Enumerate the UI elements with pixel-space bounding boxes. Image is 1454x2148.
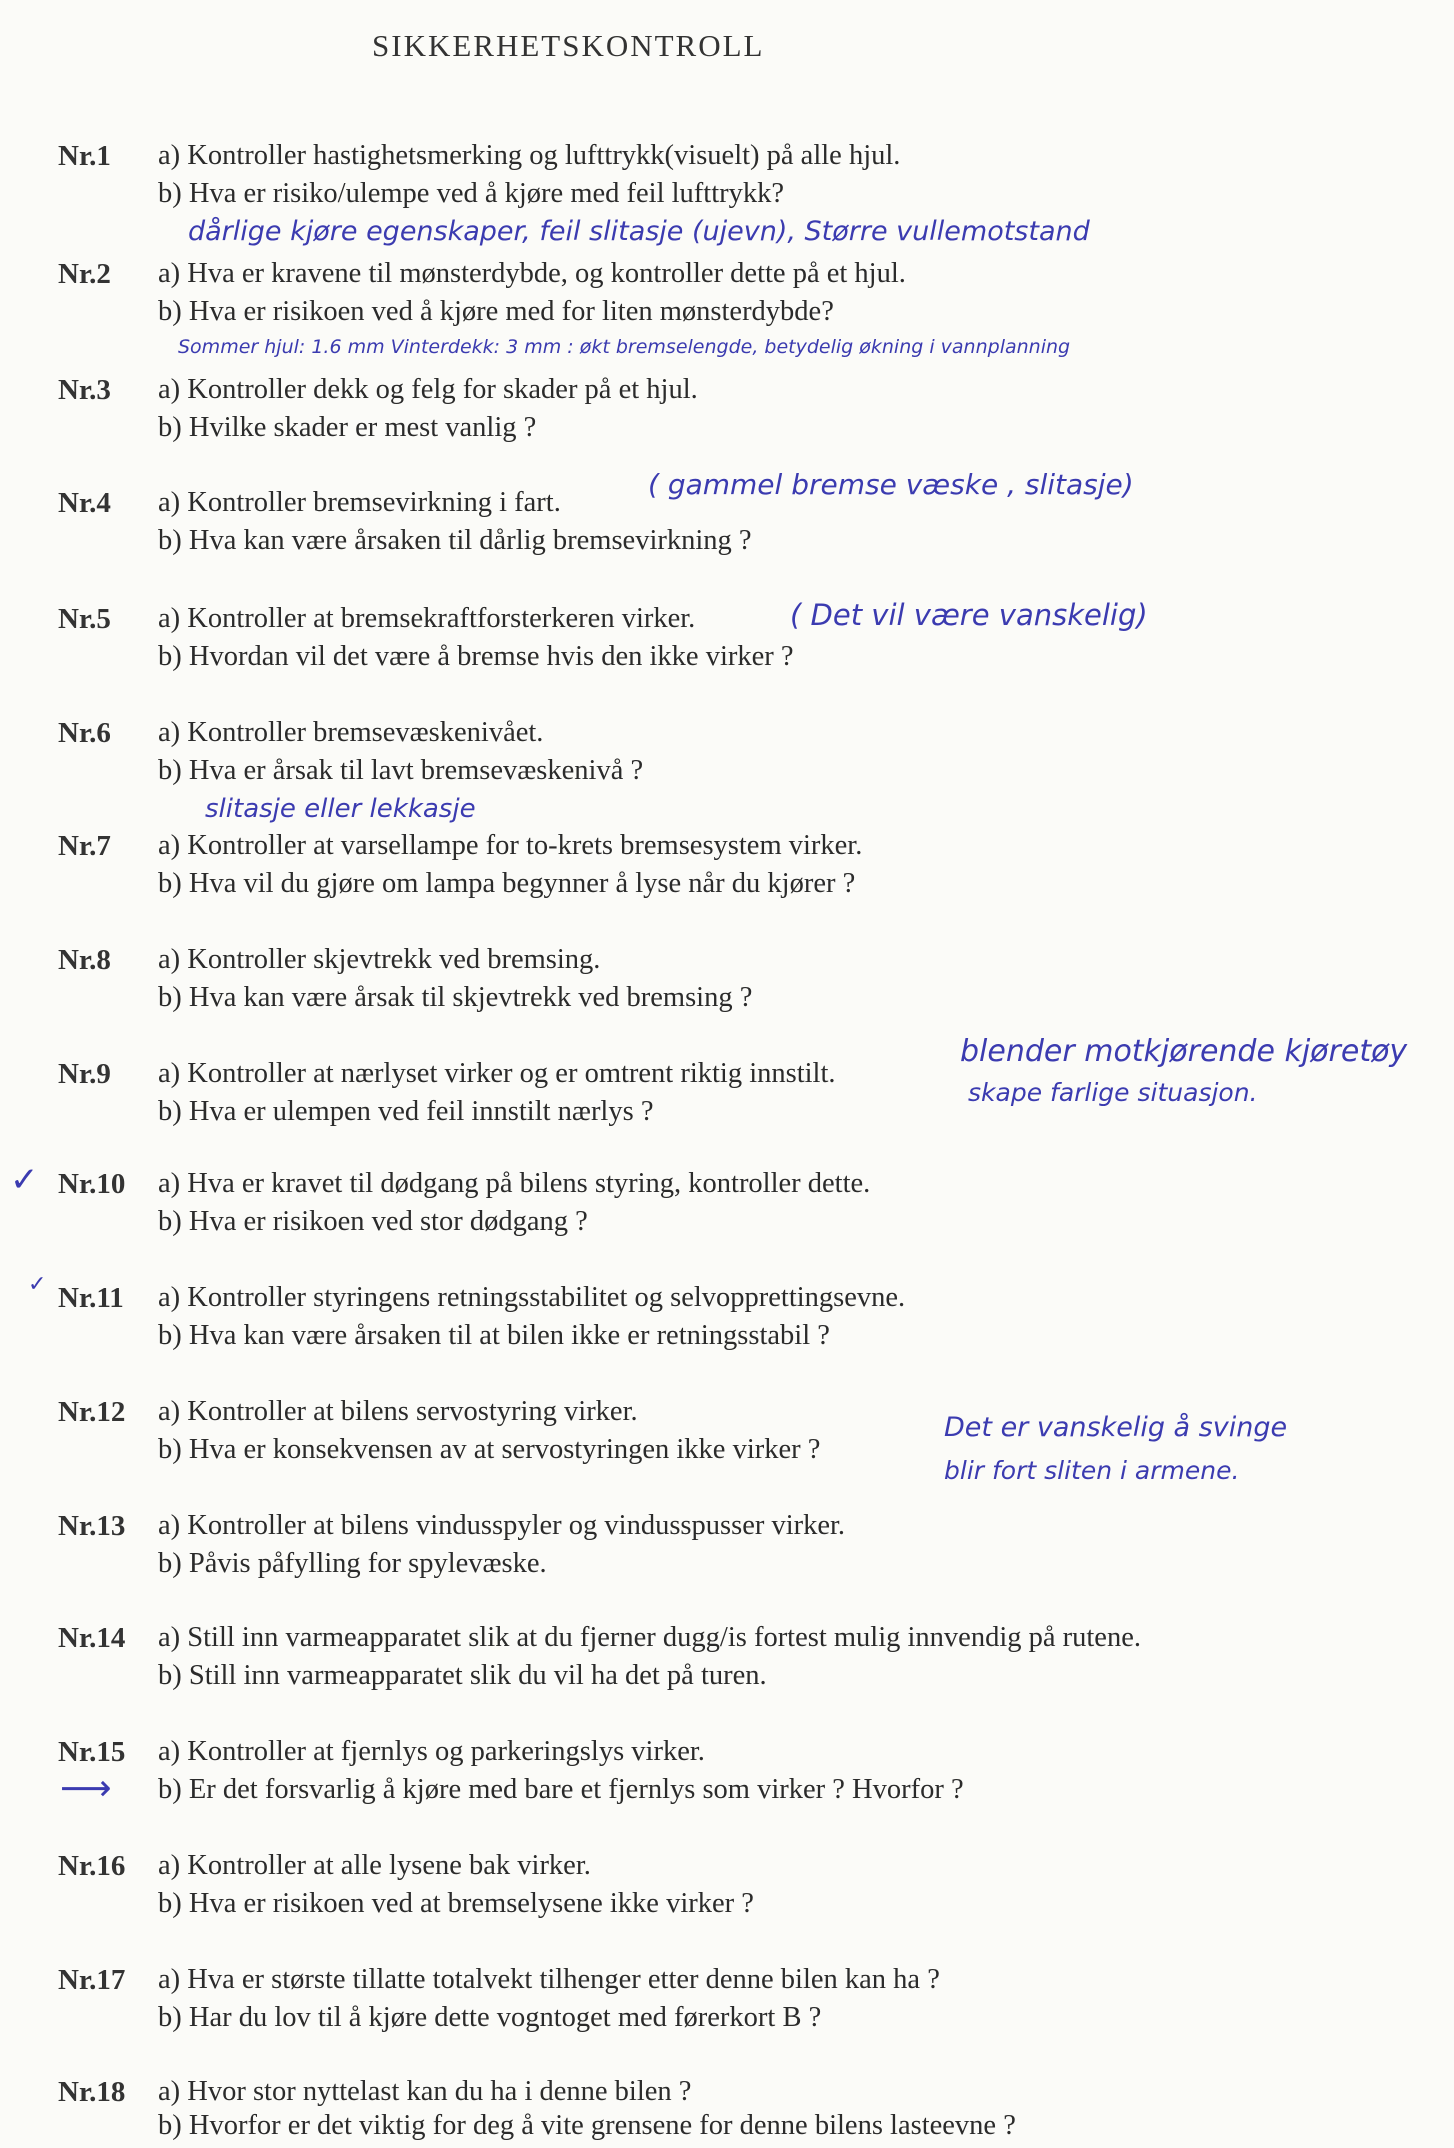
question-number: Nr.16: [58, 1850, 126, 1882]
handwritten-answer-6: slitasje eller lekkasje: [205, 794, 476, 824]
question-number: Nr.2: [58, 258, 111, 290]
question-a: a) Kontroller at varsellampe for to-krets bremsesystem virker.: [158, 830, 863, 861]
question-b: b) Hva er konsekvensen av at servostyringen ikke virker ?: [158, 1434, 821, 1465]
question-b: b) Hvilke skader er mest vanlig ?: [158, 412, 537, 443]
question-b: b) Hva er risikoen ved å kjøre med for liten mønsterdybde?: [158, 296, 834, 327]
handwritten-answer-12b: blir fort sliten i armene.: [944, 1456, 1240, 1485]
question-item-15: [0, 1736, 1454, 1836]
question-item-10: [0, 1168, 1454, 1268]
question-b: b) Hvorfor er det viktig for deg å vite grensene for denne bilens lasteevne ?: [158, 2110, 1016, 2141]
question-number: Nr.8: [58, 944, 111, 976]
question-item-11: [0, 1282, 1454, 1382]
question-item-17: [0, 1964, 1454, 2064]
question-item-14: [0, 1622, 1454, 1722]
question-number: Nr.9: [58, 1058, 111, 1090]
question-number: Nr.13: [58, 1510, 126, 1542]
question-a: a) Still inn varmeapparatet slik at du fjerner dugg/is fortest mulig innvendig på rutene.: [158, 1622, 1141, 1653]
handwritten-answer-12a: Det er vanskelig å svinge: [944, 1412, 1288, 1443]
question-number: Nr.11: [58, 1282, 124, 1314]
question-a: a) Kontroller at bremsekraftforsterkeren virker.: [158, 603, 696, 634]
question-a: a) Kontroller at bilens servostyring virker.: [158, 1396, 638, 1427]
checkmark-icon: ✓: [28, 1272, 47, 1297]
question-a: a) Hvor stor nyttelast kan du ha i denne bilen ?: [158, 2076, 692, 2107]
handwritten-answer-5: ( Det vil være vanskelig): [790, 598, 1148, 632]
question-item-8: [0, 944, 1454, 1044]
question-item-3: [0, 374, 1454, 474]
question-b: b) Still inn varmeapparatet slik du vil ha det på turen.: [158, 1660, 767, 1691]
question-b: b) Har du lov til å kjøre dette vogntoget med førerkort B ?: [158, 2002, 822, 2033]
question-a: a) Kontroller bremsevirkning i fart.: [158, 487, 561, 518]
question-item-16: [0, 1850, 1454, 1950]
question-b: b) Hva kan være årsaken til dårlig bremsevirkning ?: [158, 525, 752, 556]
question-b: b) Er det forsvarlig å kjøre med bare et fjernlys som virker ? Hvorfor ?: [158, 1774, 964, 1805]
question-b: b) Hva vil du gjøre om lampa begynner å lyse når du kjører ?: [158, 868, 856, 899]
question-b: b) Hva er risikoen ved stor dødgang ?: [158, 1206, 588, 1237]
question-a: a) Kontroller hastighetsmerking og lufttrykk(visuelt) på alle hjul.: [158, 140, 901, 171]
question-a: a) Kontroller styringens retningsstabilitet og selvopprettingsevne.: [158, 1282, 906, 1313]
question-b: b) Hva kan være årsak til skjevtrekk ved bremsing ?: [158, 982, 753, 1013]
question-number: Nr.6: [58, 717, 111, 749]
question-number: Nr.18: [58, 2076, 126, 2108]
question-number: Nr.15: [58, 1736, 126, 1768]
handwritten-answer-9a: blender motkjørende kjøretøy: [960, 1034, 1408, 1069]
question-a: a) Kontroller skjevtrekk ved bremsing.: [158, 944, 601, 975]
question-number: Nr.5: [58, 603, 111, 635]
handwritten-answer-1: dårlige kjøre egenskaper, feil slitasje (ujevn), Større vullemotstand: [188, 216, 1090, 247]
question-item-7: [0, 830, 1454, 930]
question-number: Nr.12: [58, 1396, 126, 1428]
question-b: b) Påvis påfylling for spylevæske.: [158, 1548, 547, 1579]
question-number: Nr.3: [58, 374, 111, 406]
question-number: Nr.17: [58, 1964, 126, 1996]
handwritten-answer-9b: skape farlige situasjon.: [968, 1078, 1258, 1107]
question-a: a) Kontroller at alle lysene bak virker.: [158, 1850, 591, 1881]
question-number: Nr.7: [58, 830, 111, 862]
question-a: a) Kontroller at fjernlys og parkeringslys virker.: [158, 1736, 705, 1767]
question-item-9: [0, 1058, 1454, 1158]
question-number: Nr.14: [58, 1622, 126, 1654]
question-item-5: [0, 603, 1454, 703]
page-title: SIKKERHETSKONTROLL: [372, 28, 765, 63]
handwritten-answer-4: ( gammel bremse væske , slitasje): [648, 468, 1134, 501]
question-b: b) Hva er risikoen ved at bremselysene ikke virker ?: [158, 1888, 754, 1919]
question-a: a) Kontroller bremsevæskenivået.: [158, 717, 544, 748]
question-a: a) Hva er kravet til dødgang på bilens styring, kontroller dette.: [158, 1168, 871, 1199]
arrow-icon: ⟶: [60, 1768, 112, 1809]
question-item-13: [0, 1510, 1454, 1610]
checkmark-icon: ✓: [10, 1160, 39, 1200]
question-b: b) Hva er årsak til lavt bremsevæskenivå ?: [158, 755, 644, 786]
question-b: b) Hva er ulempen ved feil innstilt nærlys ?: [158, 1096, 654, 1127]
question-number: Nr.1: [58, 140, 111, 172]
question-a: a) Kontroller at nærlyset virker og er omtrent riktig innstilt.: [158, 1058, 836, 1089]
question-a: a) Kontroller dekk og felg for skader på et hjul.: [158, 374, 698, 405]
question-number: Nr.4: [58, 487, 111, 519]
question-b: b) Hvordan vil det være å bremse hvis den ikke virker ?: [158, 641, 794, 672]
question-item-4: [0, 487, 1454, 587]
question-number: Nr.10: [58, 1168, 126, 1200]
question-a: a) Hva er største tillatte totalvekt tilhenger etter denne bilen kan ha ?: [158, 1964, 940, 1995]
question-a: a) Kontroller at bilens vindusspyler og vindusspusser virker.: [158, 1510, 846, 1541]
question-b: b) Hva kan være årsaken til at bilen ikke er retningsstabil ?: [158, 1320, 830, 1351]
question-item-18: [0, 2076, 1454, 2148]
handwritten-answer-2: Sommer hjul: 1.6 mm Vinterdekk: 3 mm : økt bremselengde, betydelig økning i vannplanning: [178, 336, 1071, 358]
question-a: a) Hva er kravene til mønsterdybde, og kontroller dette på et hjul.: [158, 258, 906, 289]
question-b: b) Hva er risiko/ulempe ved å kjøre med feil lufttrykk?: [158, 178, 784, 209]
